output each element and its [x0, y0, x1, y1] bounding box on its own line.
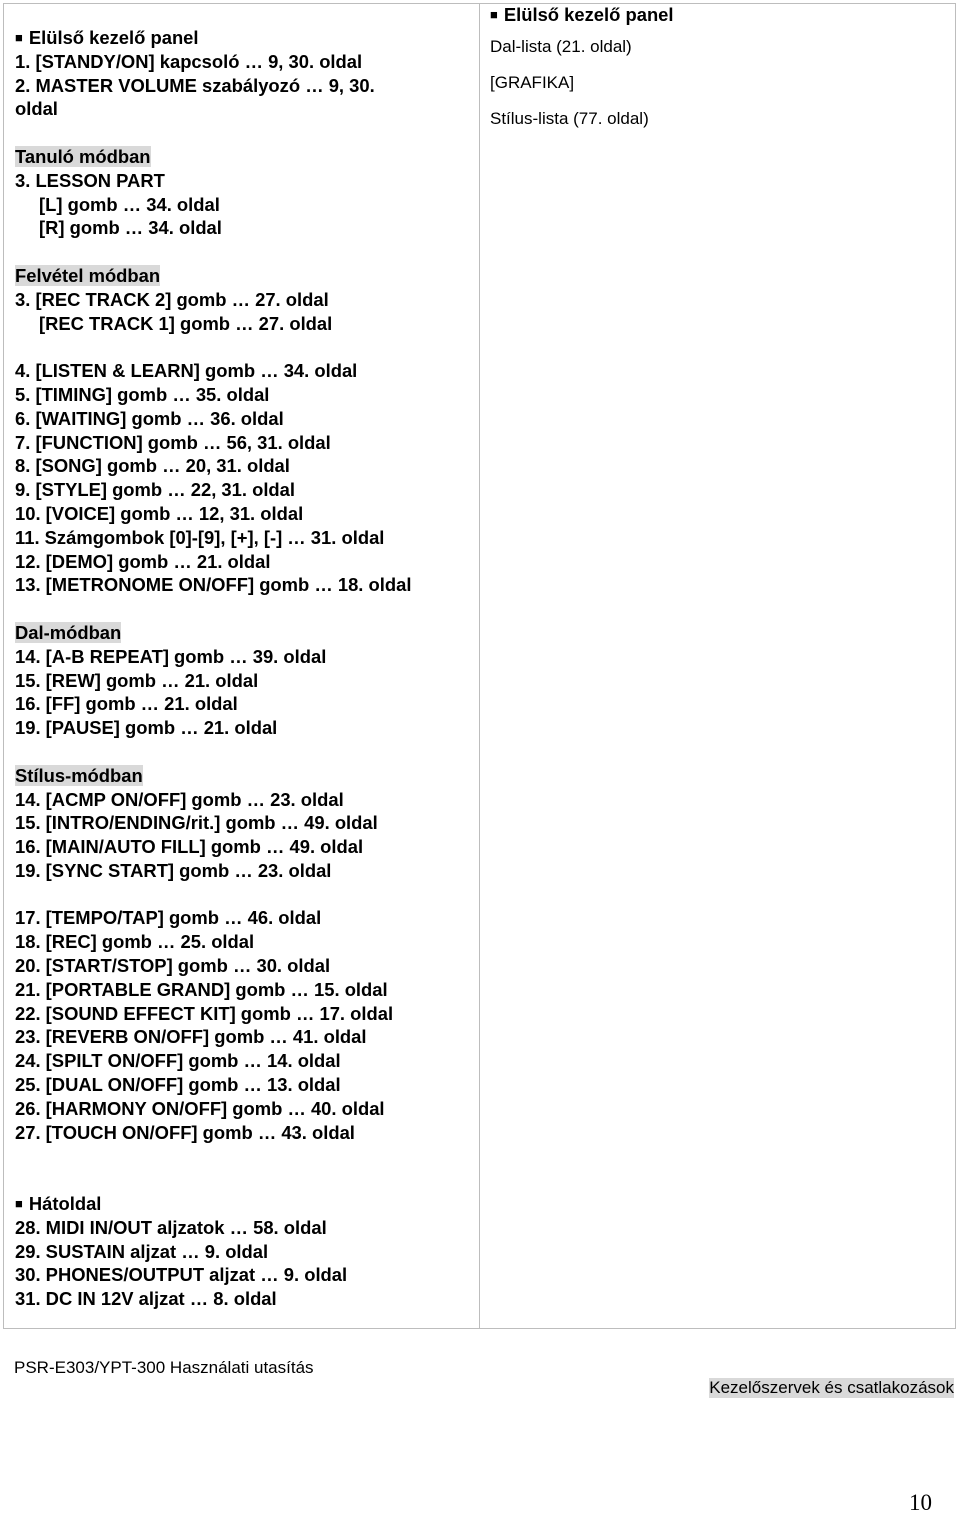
- list-item: 23. [REVERB ON/OFF] gomb … 41. oldal: [15, 1026, 367, 1048]
- list-item: 9. [STYLE] gomb … 22, 31. oldal: [15, 479, 295, 501]
- list-item: 6. [WAITING] gomb … 36. oldal: [15, 407, 284, 429]
- list-item: 13. [METRONOME ON/OFF] gomb … 18. oldal: [15, 574, 412, 596]
- list-item: 11. Számgombok [0]-[9], [+], [-] … 31. oldal: [15, 526, 385, 548]
- left-column: [15, 26, 470, 1311]
- list-item: 15. [INTRO/ENDING/rit.] gomb … 49. oldal: [15, 812, 378, 834]
- section-title: Kezelőszervek és csatlakozások: [709, 1378, 954, 1397]
- list-item: 25. [DUAL ON/OFF] gomb … 13. oldal: [15, 1074, 341, 1096]
- list-item: 2. MASTER VOLUME szabályozó … 9, 30.: [15, 74, 375, 96]
- list-item: 18. [REC] gomb … 25. oldal: [15, 931, 255, 953]
- style-mode-heading: Stílus-módban: [15, 764, 143, 786]
- front-panel-heading: ■ Elülső kezelő panel: [15, 27, 199, 48]
- right-column: [490, 2, 950, 129]
- list-item: 16. [MAIN/AUTO FILL] gomb … 49. oldal: [15, 836, 364, 858]
- lesson-mode-heading: Tanuló módban: [15, 145, 151, 167]
- list-item: 27. [TOUCH ON/OFF] gomb … 43. oldal: [15, 1121, 355, 1143]
- list-item: 19. [SYNC START] gomb … 23. oldal: [15, 859, 332, 881]
- list-item: 7. [FUNCTION] gomb … 56, 31. oldal: [15, 431, 331, 453]
- list-item: [R] gomb … 34. oldal: [39, 217, 222, 239]
- list-item: [L] gomb … 34. oldal: [39, 193, 220, 215]
- list-item: 16. [FF] gomb … 21. oldal: [15, 693, 238, 715]
- list-item: 10. [VOICE] gomb … 12, 31. oldal: [15, 502, 304, 524]
- list-item: oldal: [15, 98, 58, 120]
- list-item: 26. [HARMONY ON/OFF] gomb … 40. oldal: [15, 1097, 385, 1119]
- square-bullet-icon: ■: [490, 7, 498, 22]
- list-item: 30. PHONES/OUTPUT aljzat … 9. oldal: [15, 1264, 348, 1286]
- list-item: 22. [SOUND EFFECT KIT] gomb … 17. oldal: [15, 1002, 394, 1024]
- list-item: 3. [REC TRACK 2] gomb … 27. oldal: [15, 288, 329, 310]
- rear-panel-heading: ■ Hátoldal: [15, 1193, 102, 1215]
- manual-title: PSR-E303/YPT-300 Használati utasítás: [14, 1358, 314, 1377]
- style-list-reference: Stílus-lista (77. oldal): [490, 109, 649, 128]
- song-mode-heading: Dal-módban: [15, 621, 122, 643]
- graphic-placeholder: [GRAFIKA]: [490, 73, 575, 92]
- list-item: 29. SUSTAIN aljzat … 9. oldal: [15, 1240, 269, 1262]
- list-item: 24. [SPILT ON/OFF] gomb … 14. oldal: [15, 1050, 341, 1072]
- page-number: 10: [909, 1490, 932, 1515]
- record-mode-heading: Felvétel módban: [15, 264, 161, 286]
- front-panel-heading-right: ■ Elülső kezelő panel: [490, 4, 674, 25]
- list-item: 4. [LISTEN & LEARN] gomb … 34. oldal: [15, 360, 358, 382]
- list-item: 3. LESSON PART: [15, 169, 165, 191]
- list-item: 12. [DEMO] gomb … 21. oldal: [15, 550, 271, 572]
- list-item: 8. [SONG] gomb … 20, 31. oldal: [15, 455, 290, 477]
- list-item: 1. [STANDY/ON] kapcsoló … 9, 30. oldal: [15, 50, 363, 72]
- list-item: 31. DC IN 12V aljzat … 8. oldal: [15, 1288, 277, 1310]
- square-bullet-icon: ■: [15, 30, 23, 45]
- list-item: 15. [REW] gomb … 21. oldal: [15, 669, 259, 691]
- list-item: 14. [ACMP ON/OFF] gomb … 23. oldal: [15, 788, 344, 810]
- list-item: 5. [TIMING] gomb … 35. oldal: [15, 383, 270, 405]
- list-item: [REC TRACK 1] gomb … 27. oldal: [39, 312, 333, 334]
- list-item: 28. MIDI IN/OUT aljzatok … 58. oldal: [15, 1216, 327, 1238]
- list-item: 21. [PORTABLE GRAND] gomb … 15. oldal: [15, 978, 388, 1000]
- list-item: 19. [PAUSE] gomb … 21. oldal: [15, 717, 278, 739]
- square-bullet-icon: ■: [15, 1196, 23, 1212]
- list-item: 17. [TEMPO/TAP] gomb … 46. oldal: [15, 907, 322, 929]
- list-item: 20. [START/STOP] gomb … 30. oldal: [15, 955, 331, 977]
- list-item: 14. [A-B REPEAT] gomb … 39. oldal: [15, 645, 327, 667]
- column-divider: [479, 3, 480, 1329]
- song-list-reference: Dal-lista (21. oldal): [490, 37, 632, 56]
